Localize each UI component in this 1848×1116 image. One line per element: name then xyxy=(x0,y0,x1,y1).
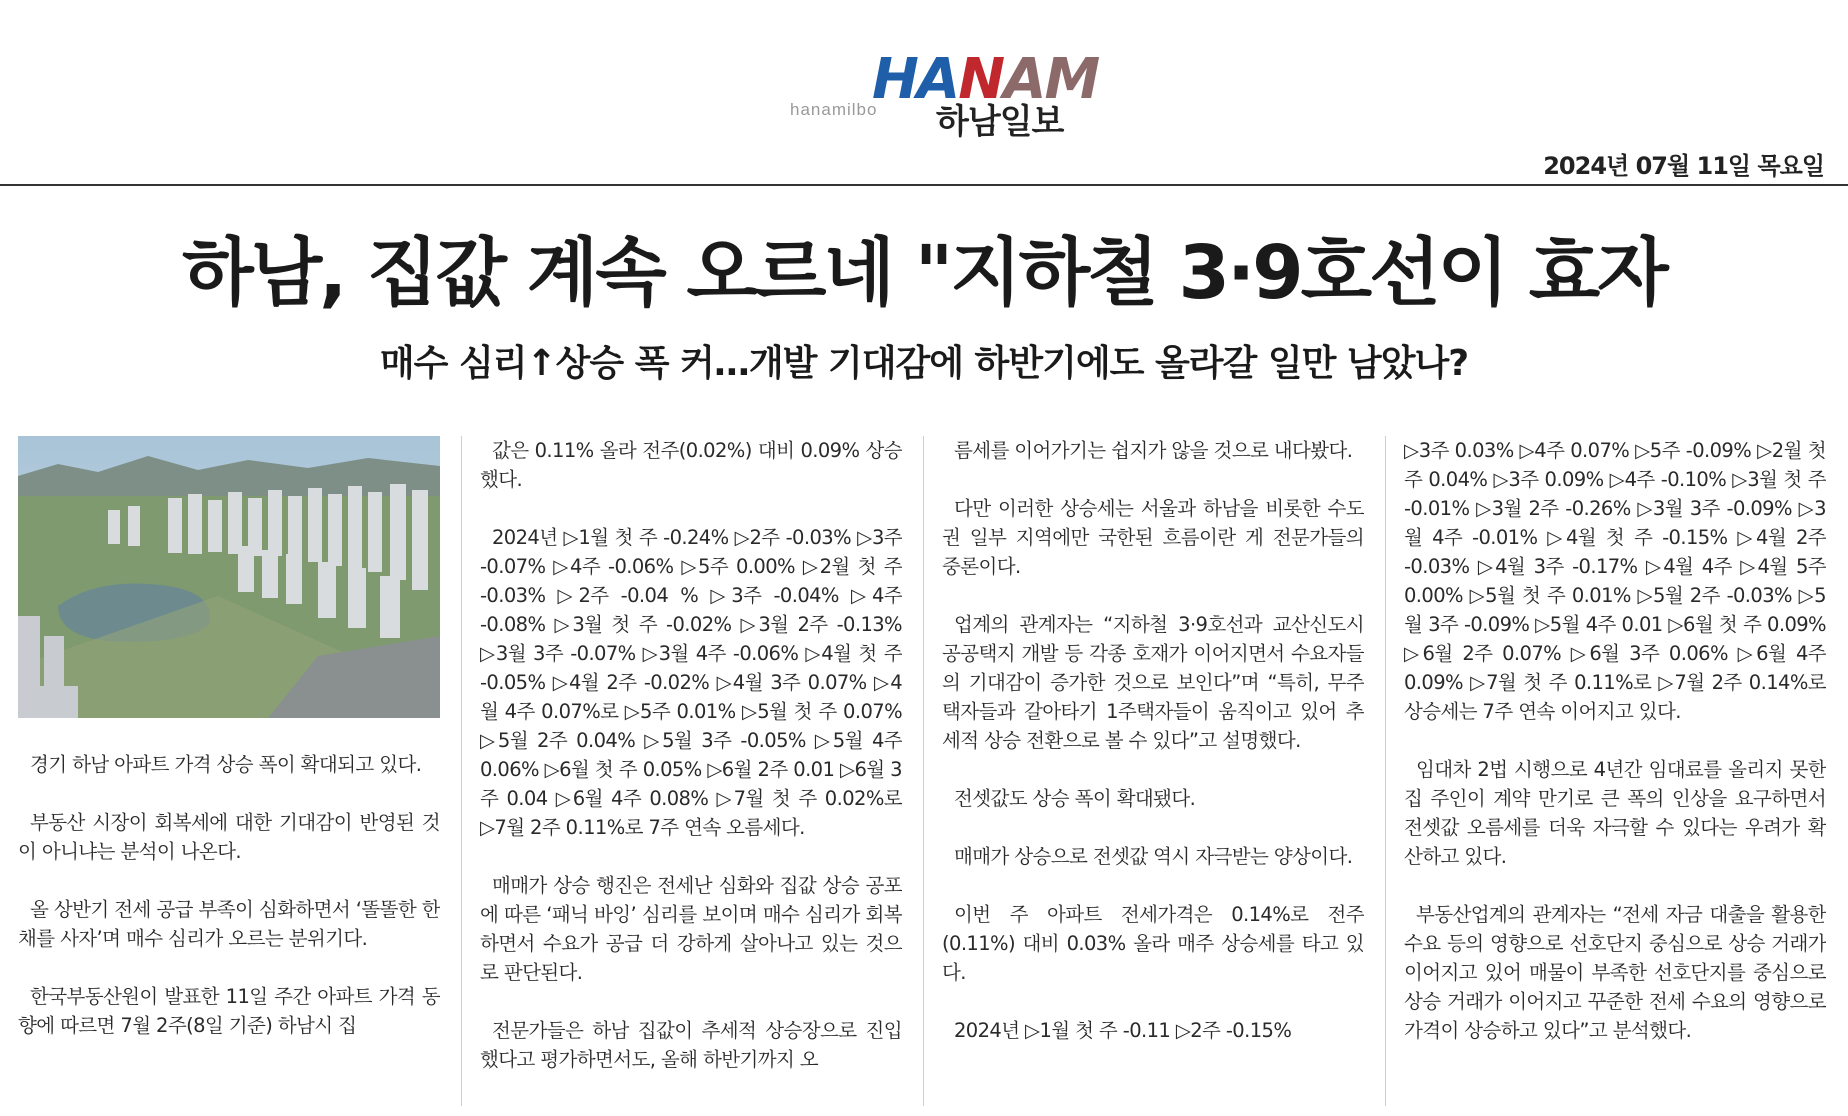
paragraph: 전문가들은 하남 집값이 추세적 상승장으로 진입했다고 평가하면서도, 올해 하반기까지 오 xyxy=(480,1019,902,1071)
aerial-city-photo xyxy=(18,436,440,718)
paragraph: 이번 주 아파트 전세가격은 0.14%로 전주(0.11%) 대비 0.03% 올라 매주 상승세를 타고 있다. xyxy=(942,903,1364,984)
article-column-1 xyxy=(18,750,440,1110)
paragraph: 올 상반기 전세 공급 부족이 심화하면서 ‘똘똘한 한 채를 사자’며 매수 심리가 오르는 분위기다. xyxy=(18,898,440,950)
article-column-3 xyxy=(942,436,1364,1108)
paragraph: 부동산 시장이 회복세에 대한 기대감이 반영된 것이 아니냐는 분석이 나온다. xyxy=(18,811,440,863)
article-photo xyxy=(18,436,440,718)
article-subhead: 매수 심리↑상승 폭 커…개발 기대감에 하반기에도 올라갈 일만 남았나? xyxy=(379,343,1469,384)
article-column-2 xyxy=(480,436,902,1108)
article-headline: 하남, 집값 계속 오르네 "지하철 3·9호선이 효자 xyxy=(182,230,1666,316)
paragraph: 2024년 ▷1월 첫 주 -0.24% ▷2주 -0.03% ▷3주 -0.07% ▷4주 -0.06% ▷5주 0.00% ▷2월 첫 주 -0.03% ▷2주 -0.04 % ▷3주 -0.04% ▷4주 -0.08% ▷3월 첫 주 -0.02% ▷3월 2주 -0.13% ▷3월 3주 -0.07% ▷3월 4주 -0.06% ▷4월 첫 주 -0.05% ▷4월 2주 -0.02% ▷4월 3주 0.07% ▷4월 4주 0.07%로 ▷5주 0.01% ▷5월 첫 주 0.07% ▷5월 2주 0.04% ▷5월 3주 -0.05% ▷5월 4주 0.06% ▷6월 첫 주 0.05% ▷6월 2주 0.01 ▷6월 3주 0.04 ▷6월 4주 0.08% ▷7월 첫 주 0.02%로 ▷7월 2주 0.11%로 7주 연속 오름세다. xyxy=(480,526,902,839)
article-column-4 xyxy=(1404,436,1826,1108)
logo-wordmark: HANAM xyxy=(872,47,1099,112)
paragraph: 름세를 이어가기는 쉽지가 않을 것으로 내다봤다. xyxy=(954,439,1353,462)
paragraph: ▷3주 0.03% ▷4주 0.07% ▷5주 -0.09% ▷2월 첫 주 0.04% ▷3주 0.09% ▷4주 -0.10% ▷3월 첫 주 -0.01% ▷3월 2주 -0.26% ▷3월 3주 -0.09% ▷3월 4주 -0.01% ▷4월 첫 주 -0.15% ▷4월 2주 -0.03% ▷4월 3주 -0.17% ▷4월 4주 ▷4월 5주 0.00% ▷5월 첫 주 0.01% ▷5월 2주 -0.03% ▷5월 3주 -0.09% ▷5월 4주 0.01 ▷6월 첫 주 0.09% ▷6월 2주 0.07% ▷6월 3주 0.06% ▷6월 4주 0.09% ▷7월 첫 주 0.11%로 ▷7월 2주 0.14%로 상승세는 7주 연속 이어지고 있다. xyxy=(1404,439,1826,723)
issue-date: 2024년 07월 11일 목요일 xyxy=(1543,152,1824,180)
paragraph: 다만 이러한 상승세는 서울과 하남을 비롯한 수도권 일부 지역에만 국한된 흐름이란 게 전문가들의 중론이다. xyxy=(942,497,1364,578)
paragraph: 한국부동산원이 발표한 11일 주간 아파트 가격 동향에 따르면 7월 2주(8일 기준) 하남시 집 xyxy=(18,985,440,1037)
masthead xyxy=(0,0,1848,190)
masthead-divider xyxy=(0,184,1848,186)
column-divider xyxy=(923,436,924,1106)
logo-korean-name: 하남일보 xyxy=(936,102,1064,142)
logo-romanized-name: hanamilbo xyxy=(790,100,878,119)
paragraph: 경기 하남 아파트 가격 상승 폭이 확대되고 있다. xyxy=(30,753,422,776)
column-divider xyxy=(461,436,462,1106)
paragraph: 부동산업계의 관계자는 “전세 자금 대출을 활용한 수요 등의 영향으로 선호단지 중심으로 상승 거래가 이어지고 있어 매물이 부족한 선호단지를 중심으로 상승 거래가 이어지고 꾸준한 전세 수요의 영향으로 가격이 상승하고 있다”고 분석했다. xyxy=(1404,903,1826,1042)
newspaper-logo[interactable] xyxy=(790,47,1120,142)
paragraph: 매매가 상승으로 전셋값 역시 자극받는 양상이다. xyxy=(954,845,1353,868)
paragraph: 2024년 ▷1월 첫 주 -0.11 ▷2주 -0.15% xyxy=(954,1019,1292,1042)
paragraph: 업계의 관계자는 “지하철 3·9호선과 교산신도시 공공택지 개발 등 각종 호재가 이어지면서 수요자들의 기대감이 증가한 것으로 보인다”며 “특히, 무주택자들과 갈아타기 1주택자들이 움직이고 있어 추세적 상승 전환으로 볼 수 있다”고 설명했다. xyxy=(942,613,1364,752)
paragraph: 전셋값도 상승 폭이 확대됐다. xyxy=(954,787,1196,810)
paragraph: 값은 0.11% 올라 전주(0.02%) 대비 0.09% 상승했다. xyxy=(480,439,902,491)
column-divider xyxy=(1385,436,1386,1106)
paragraph: 매매가 상승 행진은 전세난 심화와 집값 상승 공포에 따른 ‘패닉 바잉’ 심리를 보이며 매수 심리가 회복하면서 수요가 공급 더 강하게 살아나고 있는 것으로 판단된다. xyxy=(480,874,902,984)
paragraph: 임대차 2법 시행으로 4년간 임대료를 올리지 못한 집 주인이 계약 만기로 큰 폭의 인상을 요구하면서 전셋값 오름세를 더욱 자극할 수 있다는 우려가 확산하고 있다. xyxy=(1404,758,1826,868)
